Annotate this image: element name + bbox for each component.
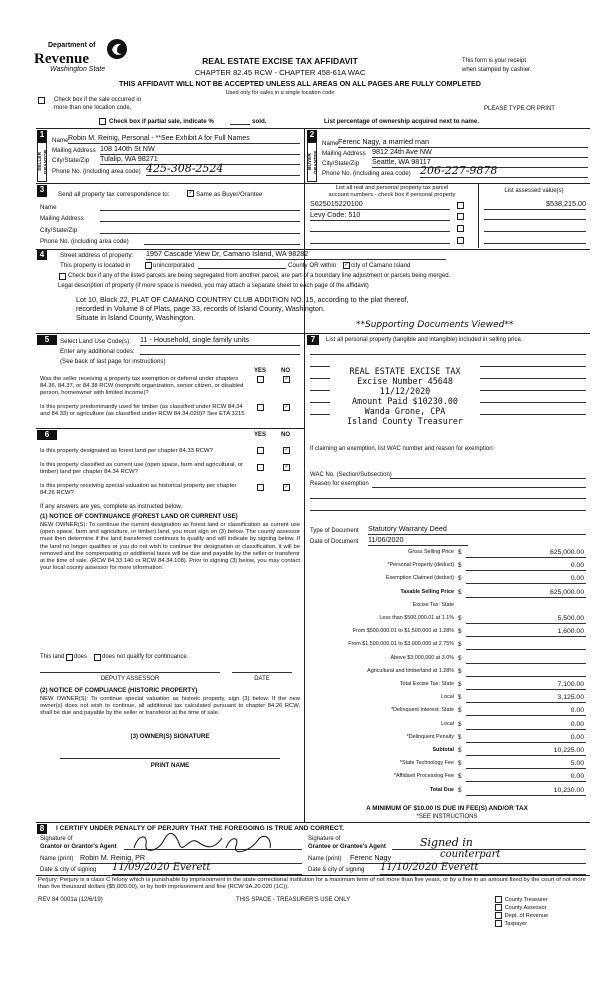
owner-signature-caption: (3) OWNER(S) SIGNATURE (130, 733, 210, 740)
street-field[interactable]: 1957 Cascade View Dr, Camano Island, WA 98282 (146, 250, 446, 260)
tax-row (308, 589, 586, 598)
section-5-badge: 5 (37, 335, 57, 345)
notice-1-title: (1) NOTICE OF CONTINUANCE (FOREST LAND OR CURRENT USE) (40, 513, 238, 520)
grantor-name-field[interactable]: Robin M. Reinig, PR (80, 854, 302, 864)
s6-yes-header: YES (254, 432, 267, 438)
land-does-not-checkbox[interactable] (93, 654, 102, 662)
tax-row-field-line[interactable] (466, 768, 586, 769)
partial-sale-label: Check box if partial sale, indicate % (109, 118, 214, 125)
corr-name-label: Name (40, 204, 57, 211)
copy-taxpayer: Taxpayer (494, 920, 548, 928)
tax-row (308, 707, 586, 716)
tax-row-field-line[interactable] (466, 676, 586, 677)
county-field[interactable] (198, 268, 286, 269)
supporting-docs-stamp: **Supporting Documents Viewed** (356, 320, 514, 330)
section-1-badge: 1 (37, 130, 47, 142)
buyer-name-field[interactable]: Ferenc Nagy, a married man (338, 138, 588, 148)
same-as-buyer-checkbox[interactable]: ✓ (188, 190, 193, 196)
grantor-date-field[interactable]: 11/09/2020 Everett (112, 862, 302, 875)
parcel-3-checkbox[interactable] (456, 225, 465, 233)
print-name-line[interactable] (60, 758, 280, 759)
wac-field[interactable] (390, 478, 586, 479)
parcel-3-field[interactable] (310, 231, 450, 232)
tax-row (308, 760, 586, 769)
grantee-sig-label-1: Signature of (308, 836, 341, 842)
tax-row (308, 655, 586, 664)
tax-row-dollar-sign: $ (458, 720, 462, 728)
segregated-checkbox[interactable] (58, 273, 67, 281)
s6-q1-no[interactable]: ✓ (284, 447, 289, 453)
buyer-city-field[interactable]: Seattle, WA 98117 (372, 158, 588, 168)
tax-row (308, 602, 586, 611)
legal-desc-line-3: Situate in Island County, Washington. (76, 313, 196, 322)
frame-line-s8 (36, 822, 590, 823)
frame-line-after-1-2 (36, 183, 590, 184)
reason-label: Reason for exemption (310, 481, 369, 487)
tax-row-dollar-sign: $ (458, 562, 462, 570)
seller-name-label: Name (52, 137, 69, 144)
parcel-divider (478, 183, 479, 248)
tax-row-label: From $1,500,000.01 to $3,000,000 at 2.75% (348, 641, 454, 648)
grantee-name-label: Name (print) (308, 856, 342, 862)
tax-row-value: 3,125.00 (557, 694, 584, 702)
grantee-sig-label-2: Grantee or Grantee's Agent (308, 844, 386, 850)
tax-row-dollar-sign: $ (458, 575, 462, 583)
tax-row (308, 628, 586, 637)
tax-row-label: Exemption Claimed (deduct) (385, 575, 454, 582)
tax-row (308, 734, 586, 743)
doc-date-field[interactable]: 11/06/2020 (368, 536, 468, 546)
assessed-header: List assessed value(s) (504, 188, 564, 194)
reason-field-2[interactable] (310, 498, 586, 499)
grantee-date-field[interactable]: 11/10/2020 Everett (380, 862, 586, 875)
reason-field-1[interactable] (372, 487, 586, 488)
tax-row-value: 5,500.00 (557, 615, 584, 622)
buyer-phone-field[interactable]: 206-227-9878 (420, 164, 588, 178)
section-4-badge: 4 (37, 250, 47, 260)
dor-swirl-icon (106, 38, 128, 60)
s5-q1-yes[interactable] (256, 376, 265, 384)
parcel-2-checkbox[interactable] (456, 213, 465, 221)
see-instructions-note: *SEE INSTRUCTIONS (416, 814, 478, 820)
tax-row-dollar-sign: $ (458, 667, 462, 675)
seller-phone-label: Phone No. (including area code) (52, 168, 141, 175)
form-title: REAL ESTATE EXCISE TAX AFFIDAVIT (202, 56, 358, 66)
grantee-signature-field[interactable]: Signed in (392, 836, 586, 850)
form-chapter: CHAPTER 82.45 RCW - CHAPTER 458-61A WAC (194, 68, 366, 77)
if-yes-note: If any answers are yes, complete as instructed below. (40, 504, 183, 510)
land-use-field[interactable]: 11 - Household, single family units (140, 336, 300, 346)
copy-county-assessor: County Assessor (494, 904, 548, 912)
corr-mailing-field[interactable] (100, 221, 300, 222)
tax-row (308, 668, 586, 677)
tax-row-value: 5.00 (570, 760, 584, 768)
seller-name-field[interactable]: Robin M. Reinig, Personal - **See Exhibit A for Full Names (68, 135, 300, 144)
tax-row-dollar-sign: $ (458, 773, 462, 781)
assessed-2-field[interactable] (484, 219, 586, 220)
tax-row-field-line[interactable] (466, 663, 586, 664)
copies-list (494, 896, 548, 928)
copy-dept-revenue: Dept. of Revenue (494, 912, 548, 920)
tax-row-label: Agricultural and timberland at 1.28% (367, 667, 454, 674)
parcel-header-1: List all real and personal property tax parcel (335, 185, 449, 191)
city-of-checkbox[interactable]: ✓ (344, 262, 349, 268)
grantee-name-field[interactable]: Ferenc Nagy (350, 854, 586, 864)
dept-state-text: Washington State (50, 66, 106, 73)
tax-row-dollar-sign: $ (458, 760, 462, 768)
buyer-name-label: Name (322, 140, 339, 147)
minimum-fee-note: A MINIMUM OF $10.00 IS DUE IN FEE(S) AND/OR TAX (366, 805, 528, 812)
tax-row (308, 615, 586, 624)
buyer-phone-label: Phone No. (including area code) (322, 170, 411, 177)
tax-row-dollar-sign: $ (458, 654, 462, 662)
tax-row-value: 10,225.00 (553, 747, 584, 754)
tax-row-dollar-sign: $ (458, 615, 462, 622)
parcel-4-field[interactable] (310, 243, 450, 244)
s5-no-header: NO (281, 368, 290, 374)
multi-location-label-2: more than one location code. (54, 105, 132, 111)
tax-row-label: Taxable Selling Price (400, 588, 454, 595)
deputy-date-caption: DATE (254, 676, 270, 682)
tax-row-label: Excise Tax: State (412, 601, 454, 608)
tax-row-value: 0.00 (570, 707, 584, 715)
parcel-header-2: account numbers - check box if personal property (328, 192, 456, 198)
frame-top (36, 128, 590, 129)
land-does-not-text: does not qualify for continuance. (102, 654, 189, 660)
s6-no-header: NO (281, 432, 290, 438)
seller-mailing-field[interactable]: 108 140th St NW (100, 145, 300, 155)
city-of-label: city of Camano Island (351, 262, 411, 269)
unincorporated-checkbox[interactable] (144, 262, 153, 270)
tax-row-label: Local (441, 694, 454, 701)
legal-desc-label: Legal description of property (if more space is needed, you may attach a separate sheet to each page of the affidavit) (58, 283, 369, 289)
additional-codes-label: Enter any additional codes: (60, 348, 135, 355)
tax-row-label: Total Due (429, 786, 454, 793)
buyer-mailing-field[interactable]: 9812 24th Ave NW (372, 148, 588, 158)
see-back-note: (See back of last page for instructions) (60, 358, 166, 365)
form-number: REV 84 0001a (12/6/19) (38, 897, 103, 903)
buyer-band-label: BUYER GRANTEE (308, 150, 319, 174)
grantor-sig-label-2: Grantor or Grantor's Agent (40, 844, 117, 850)
doc-type-field[interactable]: Statutory Warranty Deed (368, 525, 586, 535)
tax-row-dollar-sign: $ (458, 694, 462, 702)
tax-row-dollar-sign: $ (458, 641, 462, 649)
parcel-1-field[interactable]: S625015220100 (310, 200, 450, 210)
tax-row-dollar-sign: $ (458, 628, 462, 636)
s6-q3-yes[interactable] (256, 484, 265, 492)
county-or-label: County OR within (288, 262, 337, 269)
dor-logo (30, 40, 130, 80)
grantee-counterpart-note: counterpart (440, 849, 501, 860)
partial-sale-checkbox[interactable] (98, 118, 107, 126)
treasurer-stamp (330, 366, 480, 426)
tax-row-dollar-sign: $ (458, 747, 462, 754)
same-as-buyer-label: Same as Buyer/Grantee (196, 191, 263, 198)
tax-row-value: 0.00 (570, 562, 584, 570)
section-6-badge: 6 (37, 430, 57, 440)
corr-name-field[interactable] (100, 210, 300, 211)
land-does-checkbox[interactable] (65, 654, 74, 662)
corr-mailing-label: Mailing Address (40, 215, 84, 222)
s6-q1-text: Is this property designated as forest land per chapter 84.33 RCW? (40, 448, 213, 454)
grantor-date-label: Date & city of signing (40, 867, 97, 873)
section-8-badge: 8 (37, 824, 47, 834)
stamp-line-1: REAL ESTATE EXCISE TAX (349, 366, 461, 376)
seller-phone-field[interactable]: 425-308-2524 (146, 162, 300, 176)
buyer-mailing-label: Mailing Address (322, 150, 366, 157)
receipt-note-1: This form is your receipt (462, 58, 527, 64)
stamp-line-5: Wanda Grone, CPA (364, 406, 446, 417)
tax-row-dollar-sign: $ (458, 588, 462, 596)
tax-row (308, 681, 586, 690)
tax-row-dollar-sign: $ (458, 681, 462, 688)
tax-row-value: 0.00 (570, 575, 584, 583)
exemption-label: If claiming an exemption, list WAC number and reason for exemption: (310, 446, 495, 452)
copy-county-treasurer: County Treasurer (494, 896, 548, 904)
tax-row-label: From $500,000.01 to $1,500,000 at 1.28% (352, 628, 454, 635)
tax-row (308, 773, 586, 782)
seller-mailing-label: Mailing Address (52, 147, 96, 154)
doc-type-label: Type of Document (310, 528, 359, 534)
tax-row (308, 562, 586, 571)
send-correspondence-label: Send all property tax correspondence to: (58, 191, 170, 198)
land-does-label: This land (40, 654, 65, 660)
certify-text: I CERTIFY UNDER PENALTY OF PERJURY THAT THE FOREGOING IS TRUE AND CORRECT. (56, 825, 344, 832)
tax-row-label: Above $3,000,000 at 3.0% (390, 654, 454, 661)
s5-yes-header: YES (254, 368, 267, 374)
tax-row-dollar-sign: $ (458, 786, 462, 794)
parcel-1-checkbox[interactable] (456, 202, 465, 210)
assessed-4-field[interactable] (484, 243, 586, 244)
tax-row-label: Total Excise Tax: State (399, 681, 454, 687)
deputy-date-line[interactable] (232, 672, 292, 673)
grantor-sig-label-1: Signature of (40, 836, 73, 842)
buyer-band (307, 142, 317, 182)
tax-row-label: *Affidavit Processing Fee (393, 773, 454, 780)
form-warning: THIS AFFIDAVIT WILL NOT BE ACCEPTED UNLESS ALL AREAS ON ALL PAGES ARE FULLY COMPLETED (119, 79, 481, 88)
notice-2-body: NEW OWNER(S): To continue special valuation as historic property, sign (3) below. If the new owner(s) does not wish to continue, all additional tax calculated pursuant to chapter 84.26 RCW, shall be due and payable by the seller or transferor at the time of sale. (40, 696, 300, 717)
ownership-pct-note: List percentage of ownership acquired next to name. (324, 118, 480, 125)
tax-row-value: 0.00 (570, 733, 584, 741)
unincorporated-label: unincorporated (153, 262, 195, 269)
stamp-line-6: Island County Treasurer (347, 416, 463, 427)
section-3-badge: 3 (37, 185, 47, 197)
tax-row-value: 1,600.00 (557, 628, 584, 636)
s6-q2-no[interactable]: ✓ (284, 464, 289, 470)
tax-row-label: *State Technology Fee (399, 760, 454, 767)
tax-row (308, 549, 586, 558)
s6-q2-text: Is this property classified as current use (open space, farm and agricultural, or timber) land per chapter 84.34 RCW? (40, 462, 243, 476)
tax-row (308, 721, 586, 730)
s5-q2-text: Is this property predominantly used for timber (as classified under RCW 84.34 and 84.33) or agriculture (as classified under RCW 84.34.020)? See ETA 3215 (40, 404, 245, 418)
located-label: This property is located in (60, 262, 131, 269)
notice-2-title: (2) NOTICE OF COMPLIANCE (HISTORIC PROPERTY) (40, 687, 198, 694)
partial-sale-sold: sold. (252, 118, 267, 125)
tax-row-field-line[interactable] (466, 742, 586, 743)
reason-field-3[interactable] (310, 510, 586, 511)
s6-q3-text: Is this property receiving special valuation as historical property per chapter 84.26 RCW? (40, 483, 237, 497)
personal-property-label: List all personal property (tangible and intangible) included in selling price. (326, 337, 523, 343)
multi-location-label-1: Check box if the sale occurred in (54, 97, 142, 103)
land-use-label: Select Land Use Code(s): (60, 338, 131, 345)
receipt-note-2: when stamped by cashier. (462, 67, 532, 73)
treasurer-space-label: THIS SPACE - TREASURER'S USE ONLY (236, 897, 351, 903)
tax-row-value: 10,230.00 (553, 786, 584, 794)
tax-row-label: *Delinquent Interest: State (391, 707, 454, 714)
frame-line-s6 (36, 428, 304, 429)
frame-line-after-4 (36, 333, 590, 334)
tax-row-field-line[interactable] (466, 649, 586, 650)
print-name-caption: PRINT NAME (150, 762, 190, 769)
tax-row-field-line[interactable] (466, 729, 586, 730)
frame-mid-divider (304, 128, 305, 822)
tax-row-field-line[interactable] (466, 715, 586, 716)
multi-location-checkbox[interactable] (37, 97, 46, 105)
frame-line-bottom (36, 875, 590, 876)
doc-date-label: Date of Document (310, 539, 359, 545)
seller-band-label: SELLER GRANTOR (38, 149, 49, 175)
type-or-print-note: PLEASE TYPE OR PRINT (484, 106, 555, 112)
tax-row-value: 7,100.00 (557, 681, 584, 688)
corr-phone-field[interactable] (144, 244, 300, 245)
s5-q1-no[interactable]: ✓ (284, 376, 289, 382)
seller-band (37, 142, 47, 182)
assessed-1-field[interactable]: $538,215.00 (484, 200, 586, 210)
deputy-assessor-caption: DEPUTY ASSESSOR (100, 676, 160, 682)
buyer-city-label: City/State/Zip (322, 160, 360, 167)
grantee-date-label: Date & city of signing (308, 867, 365, 873)
perjury-note: Perjury: Perjury is a class C felony which is punishable by imprisonment in the state correctional institution for a maximum term of not more than five years, or by a fine in an amount fixed by the court of not more than five thousand dollars ($5,000.00), or by both imprisonment and fine (RCW 9A.20.020 (1C)). (38, 877, 586, 891)
section-7-badge: 7 (307, 335, 319, 345)
s6-q1-yes[interactable] (256, 447, 265, 455)
s6-q3-no[interactable]: ✓ (284, 484, 289, 490)
tax-row-field-line[interactable] (466, 570, 586, 571)
grantor-name-label: Name (print) (40, 856, 74, 862)
tax-row (308, 694, 586, 703)
tax-row-label: Local (441, 720, 454, 727)
s5-q1-text: Was the seller receiving a property tax exemption or deferral under chapters 84.36, 84.37, or 84.38 RCW (nonprofit organization, senior citizen, or disabled person, homeowner with limited income)? (40, 376, 244, 397)
tax-row-field-line[interactable] (466, 583, 586, 584)
tax-row-dollar-sign: $ (458, 733, 462, 741)
levy-code-field[interactable]: Levy Code: 510 (310, 211, 450, 221)
stamp-line-4: Amount Paid $10230.00 (352, 396, 458, 407)
land-does-text: does (74, 654, 88, 660)
segregated-label: Check box if any of the listed parcels are being segregated from another parcel, are part of a boundary line adjustment or parcels being merged. (68, 273, 451, 279)
s5-q2-no[interactable]: ✓ (284, 404, 289, 410)
tax-row (308, 641, 586, 650)
section-2-badge: 2 (307, 130, 317, 142)
s6-q2-yes[interactable] (256, 464, 265, 472)
tax-row (308, 787, 586, 796)
dept-top-text: Department of (48, 42, 96, 49)
tax-row (308, 747, 586, 756)
s5-q2-yes[interactable] (256, 404, 265, 412)
tax-row-dollar-sign: $ (458, 549, 462, 556)
tax-row-value: 0.00 (570, 720, 584, 728)
tax-row-label: Less than $500,000.01 at 1.1% (379, 615, 454, 621)
corr-city-field[interactable] (100, 233, 300, 234)
tax-row-value: 625,000.00 (549, 549, 584, 556)
pp-line-1[interactable] (310, 354, 586, 355)
stamp-line-2: Excise Number 45648 (357, 376, 453, 387)
grantor-signature-scribble (130, 830, 280, 854)
single-location-note: Used only for sales in a single location code (225, 90, 335, 96)
tax-row-label: Gross Selling Price (408, 549, 454, 555)
partial-sale-percent-field[interactable] (230, 124, 250, 125)
tax-row-field-line[interactable] (466, 781, 586, 782)
deputy-assessor-line[interactable] (40, 672, 220, 673)
seller-city-field[interactable]: Tulalip, WA 98271 (100, 155, 300, 165)
legal-desc-line-1: Lot 10, Block 22, PLAT OF CAMANO COUNTRY CLUB ADDITION NO. 15, according to the plat thereof, (76, 295, 409, 304)
parcel-4-checkbox[interactable] (456, 237, 465, 245)
tax-row (308, 575, 586, 584)
tax-row-value: 625,000.00 (549, 588, 584, 596)
stamp-line-3: 11/12/2020 (379, 386, 431, 397)
assessed-3-field[interactable] (484, 231, 586, 232)
tax-row-dollar-sign: $ (458, 707, 462, 715)
tax-row-label: Subtotal (432, 747, 454, 753)
wac-label: WAC No. (Section/Subsection) (310, 472, 392, 478)
dept-name-text: Revenue (34, 51, 89, 67)
legal-desc-line-2: recorded in Volume 8 of Plats, page 33, records of Island County, Washington. (76, 304, 325, 313)
tax-row-label: *Delinquent Penalty (406, 733, 454, 740)
seller-city-label: City/State/Zip (52, 157, 90, 164)
tax-row-value: 0.00 (570, 773, 584, 781)
additional-codes-field[interactable] (140, 354, 300, 355)
corr-phone-label: Phone No. (including area code) (40, 238, 129, 245)
notice-1-body: NEW OWNER(S): To continue the current designation as forest land or classification as current use (open space, farm and agriculture, or timber) land, you must sign on (3) below. The county assessor must then determine if the land transferred continues to qualify and will indicate by signing below. If the land no longer qualifies or you do not wish to continue the designation or classification, it will be removed and the compensating or additional taxes will be due and payable by the seller or transferor at the time of sale. (RCW 84.33.140 or RCW 84.34.108). Prior to signing (3) below, you may contact your local county assessor for more information. (40, 522, 300, 572)
street-label: Street address of property: (60, 252, 134, 259)
tax-row-label: *Personal Property (deduct) (387, 562, 454, 569)
corr-city-label: City/State/Zip (40, 227, 78, 234)
